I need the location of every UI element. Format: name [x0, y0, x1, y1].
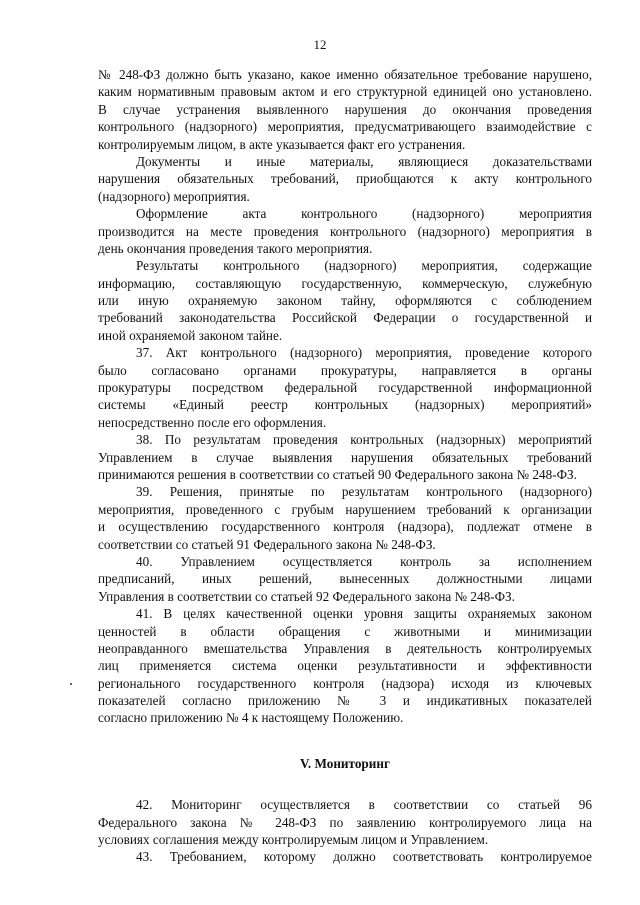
- paragraphs-after-heading: [98, 796, 592, 866]
- text-line: Управления в соответствии со статьей 92 Федерального закона № 248-ФЗ.: [98, 588, 515, 604]
- text-line: информацию, составляющую государственную, коммерческую, служебную: [98, 275, 592, 291]
- text-line: Федерального закона № 248-ФЗ по заявлению контролируемого лица на: [98, 814, 592, 830]
- text-line: и осуществлению государственного контроля (надзора), подлежат отмене в: [98, 519, 592, 535]
- text-line: 43. Требованием, которому должно соответствовать контролируемое: [136, 849, 592, 865]
- text-line: мероприятия, проведенного с грубым нарушением требований к организации: [98, 501, 592, 517]
- text-line: В случае устранения выявленного нарушения до окончания проведения: [98, 101, 592, 117]
- text-line: Оформление акта контрольного (надзорного) мероприятия: [136, 206, 592, 222]
- page-number: 12: [313, 37, 327, 52]
- text-line: каким нормативным правовым актом и его структурной единицей оно установлено.: [98, 84, 592, 100]
- text-line: 40. Управлением осуществляется контроль за исполнением: [136, 553, 592, 569]
- text-line: Управлением в случае выявления нарушения обязательных требований: [98, 449, 592, 465]
- text-line: 41. В целях качественной оценки уровня защиты охраняемых законом: [136, 606, 592, 622]
- section-heading: V. Мониторинг: [300, 755, 390, 771]
- text-line: системы «Единый реестр контрольных (надзорных) мероприятий»: [98, 397, 592, 413]
- text-line: соответствии со статьей 91 Федерального закона № 248-ФЗ.: [98, 536, 436, 552]
- text-line: производится на месте проведения контрольного (надзорного) мероприятия в: [98, 223, 592, 239]
- document-body: [98, 66, 592, 866]
- paragraphs-before-heading: [98, 66, 592, 727]
- text-line: иной охраняемой законом тайне.: [98, 327, 283, 343]
- text-line: регионального государственного контроля (надзора) исходя из ключевых: [98, 675, 592, 691]
- text-line: 42. Мониторинг осуществляется в соответствии со статьей 96: [136, 797, 592, 813]
- scan-speck: [70, 683, 72, 685]
- text-line: № 248-ФЗ должно быть указано, какое именно обязательное требование нарушено,: [98, 67, 592, 82]
- text-line: Результаты контрольного (надзорного) мероприятия, содержащие: [136, 258, 592, 274]
- text-line: условиях соглашения между контролируемым лицом и Управлением.: [98, 832, 489, 848]
- text-line: требований законодательства Российской Федерации о государственной и: [98, 310, 592, 326]
- text-line: согласно приложению № 4 к настоящему Положению.: [98, 710, 404, 726]
- text-line: контрольного (надзорного) мероприятия, предусматривающего взаимодействие с: [98, 119, 592, 135]
- text-line: лиц применяется система оценки результативности и эффективности: [98, 658, 592, 674]
- text-line: Документы и иные материалы, являющиеся доказательствами: [136, 153, 592, 169]
- text-line: (надзорного) мероприятия.: [98, 188, 250, 204]
- text-line: контролируемым лицом, в акте указывается факт его устранения.: [98, 136, 466, 152]
- text-line: или иную охраняемую законом тайну, оформляются с соблюдением: [98, 293, 592, 309]
- text-line: непосредственно после его оформления.: [98, 414, 327, 430]
- text-line: 37. Акт контрольного (надзорного) мероприятия, проведение которого: [136, 345, 592, 361]
- text-line: неоправданного вмешательства Управления в деятельность контролируемых: [98, 640, 592, 656]
- text-line: день окончания проведения такого мероприятия.: [98, 240, 373, 256]
- text-line: нарушения обязательных требований, приобщаются к акту контрольного: [98, 171, 592, 187]
- text-line: прокуратуры посредством федеральной государственной информационной: [98, 380, 592, 396]
- text-line: 38. По результатам проведения контрольных (надзорных) мероприятий: [136, 432, 592, 448]
- text-line: показателей согласно приложению № 3 и индикативных показателей: [98, 693, 592, 709]
- text-line: было согласовано органами прокуратуры, направляется в органы: [98, 362, 592, 378]
- text-line: предписаний, иных решений, вынесенных должностными лицами: [98, 571, 592, 587]
- text-line: принимаются решения в соответствии со статьей 90 Федерального закона № 248-ФЗ.: [98, 466, 577, 482]
- text-line: 39. Решения, принятые по результатам контрольного (надзорного): [136, 484, 592, 500]
- text-line: ценностей в области обращения с животными и минимизации: [98, 623, 592, 639]
